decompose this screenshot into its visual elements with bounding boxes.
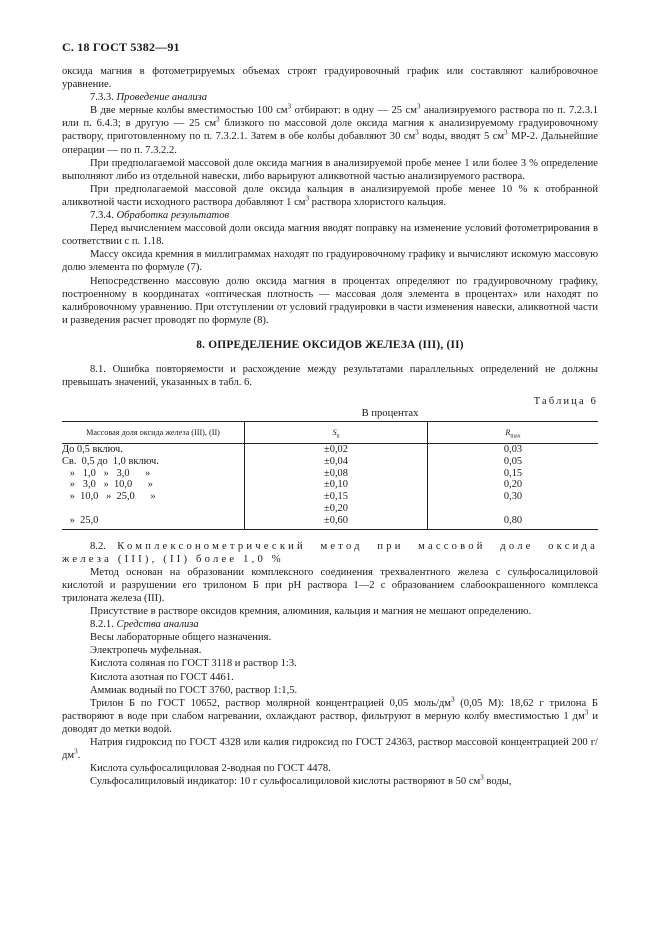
- cell-r: 0,15: [428, 468, 599, 480]
- subsection-title: Обработка результатов: [116, 210, 230, 222]
- text-run: При предполагаемой массовой доле оксида кальция в анализируемой пробе менее 10 % к отобранной аликвотной части исходного раствора добавляют 1 см: [62, 183, 598, 208]
- subsection-title: Средства анализа: [116, 619, 199, 631]
- superscript: 3: [287, 102, 292, 111]
- text-run: воды, вводят 5 см: [418, 131, 505, 143]
- symbol: R: [505, 428, 511, 438]
- text-run: МР-2. Дальнейшие операции — по п. 7.3.2.2.: [62, 131, 598, 156]
- table-row: [62, 444, 598, 456]
- column-header-fraction: Массовая доля оксида железа (III), (II): [62, 422, 245, 444]
- table-header-row: [62, 422, 598, 444]
- table-row: [62, 468, 598, 480]
- cell-range: [62, 503, 245, 529]
- list-item: Кислота соляная по ГОСТ 3118 и раствор 1:3.: [90, 658, 297, 670]
- paragraph: Массу оксида кремния в миллиграммах находят по градуировочному графику и вычисляют искомую массовую долю элемента по формуле (7).: [62, 249, 598, 274]
- cell-s: [245, 503, 428, 529]
- r-value: 0,80: [503, 514, 523, 526]
- text-run: воды,: [483, 776, 512, 788]
- superscript: 3: [504, 128, 508, 137]
- subsection-number: 8.2.: [90, 540, 106, 552]
- table-row: [62, 491, 598, 503]
- text-run: Натрия гидроксид по ГОСТ 4328 или калия гидроксид по ГОСТ 24363, раствор массовой концентрацией 200 г/дм: [62, 737, 598, 762]
- superscript: 3: [480, 773, 484, 782]
- subsection-8-2-1: [62, 618, 598, 631]
- text-run: и доводят до метки водой.: [62, 710, 598, 735]
- list-item: Электропечь муфельная.: [90, 645, 202, 657]
- list-item: Весы лабораторные общего назначения.: [90, 632, 272, 644]
- superscript: 3: [74, 747, 78, 756]
- table-row: [62, 503, 598, 529]
- paragraph: Метод основан на образовании комплексного соединения трехвалентного железа с сульфосалициловой кислотой и разрушении его трилоном Б при pH раствора 1—2 с образованием слабоокрашенного комплекса трилоната железа (III).: [62, 566, 598, 605]
- cell-s: ±0,08: [245, 468, 428, 480]
- table-caption: Таблица 6: [533, 396, 598, 408]
- subscript: max: [510, 433, 521, 440]
- text-run: Сульфосалициловый индикатор: 10 г сульфосалициловой кислоты растворяют в 50 см: [90, 776, 481, 788]
- cell-s: ±0,04: [245, 456, 428, 468]
- cell-r: [428, 503, 599, 529]
- superscript: 3: [416, 102, 421, 111]
- paragraph: Перед вычислением массовой доли оксида магния вводят поправку на изменение условий фотометрирования в соответствии с п. 1.18.: [62, 223, 598, 248]
- paragraph: [62, 775, 598, 788]
- superscript: 3: [216, 115, 220, 124]
- paragraph: [62, 736, 598, 762]
- cell-range: До 0,5 включ.: [62, 444, 123, 456]
- text-run: близкого по массовой доле оксида магния к анализируемому градуировочному раствору, приготовленному по п. 7.3.2.1. Затем в обе колбы добавляют 30 см: [62, 118, 598, 143]
- list-item: Кислота азотная по ГОСТ 4461.: [90, 671, 234, 683]
- list-item: Кислота сульфосалициловая 2-водная по ГОСТ 4478.: [90, 763, 331, 775]
- text-run: В две мерные колбы вместимостью 100 см: [90, 105, 288, 117]
- cell-r: 0,03: [428, 444, 599, 456]
- paragraph: Непосредственно массовую долю оксида магния в процентах определяют по градуировочному графику, построенному в координатах «оптическая плотность — массовая доля элемента в процентах» или находят по калибровочному уравнению. При отступлении от условий градуировки в части изменения навески, аликвотной части и разведения расчет проводят по формуле (8).: [62, 275, 598, 326]
- text-run: Трилон Б по ГОСТ 10652, раствор молярной концентрацией 0,05 моль/дм: [90, 697, 451, 709]
- cell-range: » 3,0 » 10,0 »: [62, 479, 153, 491]
- cell-s: ±0,10: [245, 479, 428, 491]
- cell-range: Св. 0,5 до 1,0 включ.: [62, 455, 159, 467]
- superscript: 3: [305, 194, 309, 203]
- subsection-number: 7.3.4.: [90, 210, 114, 222]
- paragraph: Присутствие в растворе оксидов кремния, алюминия, кальция и магния не мешают определению.: [90, 606, 532, 618]
- table-row: [62, 479, 598, 491]
- cell-r: 0,30: [428, 491, 599, 503]
- text-run: анализируемого раствора по п. 7.2.3.1 или п. 6.4.3; в другую — 25 см: [62, 105, 598, 130]
- section-title: 8. ОПРЕДЕЛЕНИЕ ОКСИДОВ ЖЕЛЕЗА (III), (II): [196, 338, 464, 351]
- text-run: отбирают: в одну — 25 см: [291, 105, 417, 117]
- cell-r: 0,05: [428, 456, 599, 468]
- paragraph: [62, 183, 598, 209]
- table-units: В процентах: [361, 408, 419, 420]
- cell-range: » 1,0 » 3,0 »: [62, 467, 151, 479]
- cell-range: » 10,0 » 25,0 »: [62, 491, 156, 503]
- paragraph: При предполагаемой массовой доле оксида магния в анализируемой пробе менее 1 или более 3 % определение выполняют либо из отдельной навески, либо варьируют аликвотной частью анализируемого раствора.: [62, 157, 598, 182]
- table-row: [62, 456, 598, 468]
- subsection-title: Комплексонометрический метод при массовой доле оксида железа (III), (II) более 1,0 %: [62, 540, 598, 565]
- text-run: (0,05 М): 18,62 г трилона Б растворяют в воде при слабом нагревании, охлаждают раствор, фильтруют в мерную колбу вместимостью 1 дм: [62, 697, 598, 722]
- text-run: .: [77, 750, 81, 762]
- text-run: раствора хлористого кальция.: [309, 196, 446, 208]
- subsection-number: 7.3.3.: [90, 92, 114, 104]
- column-header-sn: [245, 422, 428, 444]
- column-header-rmax: [428, 422, 599, 444]
- subsection-7-3-3: [62, 91, 598, 104]
- list-item: Аммиак водный по ГОСТ 3760, раствор 1:1,5.: [90, 684, 298, 696]
- cell-s: ±0,15: [245, 491, 428, 503]
- document-page: [62, 40, 598, 788]
- s-value: ±0,60: [324, 514, 348, 526]
- paragraph: оксида магния в фотометрируемых объемах строят градуировочный график или составляют калибровочное уравнение.: [62, 66, 598, 91]
- paragraph: 8.1. Ошибка повторяемости и расхождение между результатами параллельных определений не должны превышать значений, указанных в табл. 6.: [62, 363, 598, 388]
- subsection-title: Проведение анализа: [116, 92, 208, 104]
- subsection-7-3-4: [62, 209, 598, 222]
- subsection-number: 8.2.1.: [90, 619, 114, 631]
- cell-r: 0,20: [428, 479, 599, 491]
- symbol: S: [332, 428, 337, 438]
- superscript: 3: [451, 695, 455, 704]
- table-6: [62, 421, 598, 530]
- paragraph: [62, 697, 598, 736]
- paragraph: [62, 104, 598, 156]
- subsection-8-2: [62, 540, 598, 566]
- range-text: » 25,0: [62, 514, 99, 526]
- s-value: ±0,20: [324, 503, 348, 515]
- superscript: 3: [415, 128, 419, 137]
- page-header: С. 18 ГОСТ 5382—91: [62, 40, 180, 54]
- subscript: n: [336, 433, 340, 440]
- superscript: 3: [584, 708, 589, 717]
- cell-s: ±0,02: [245, 444, 428, 456]
